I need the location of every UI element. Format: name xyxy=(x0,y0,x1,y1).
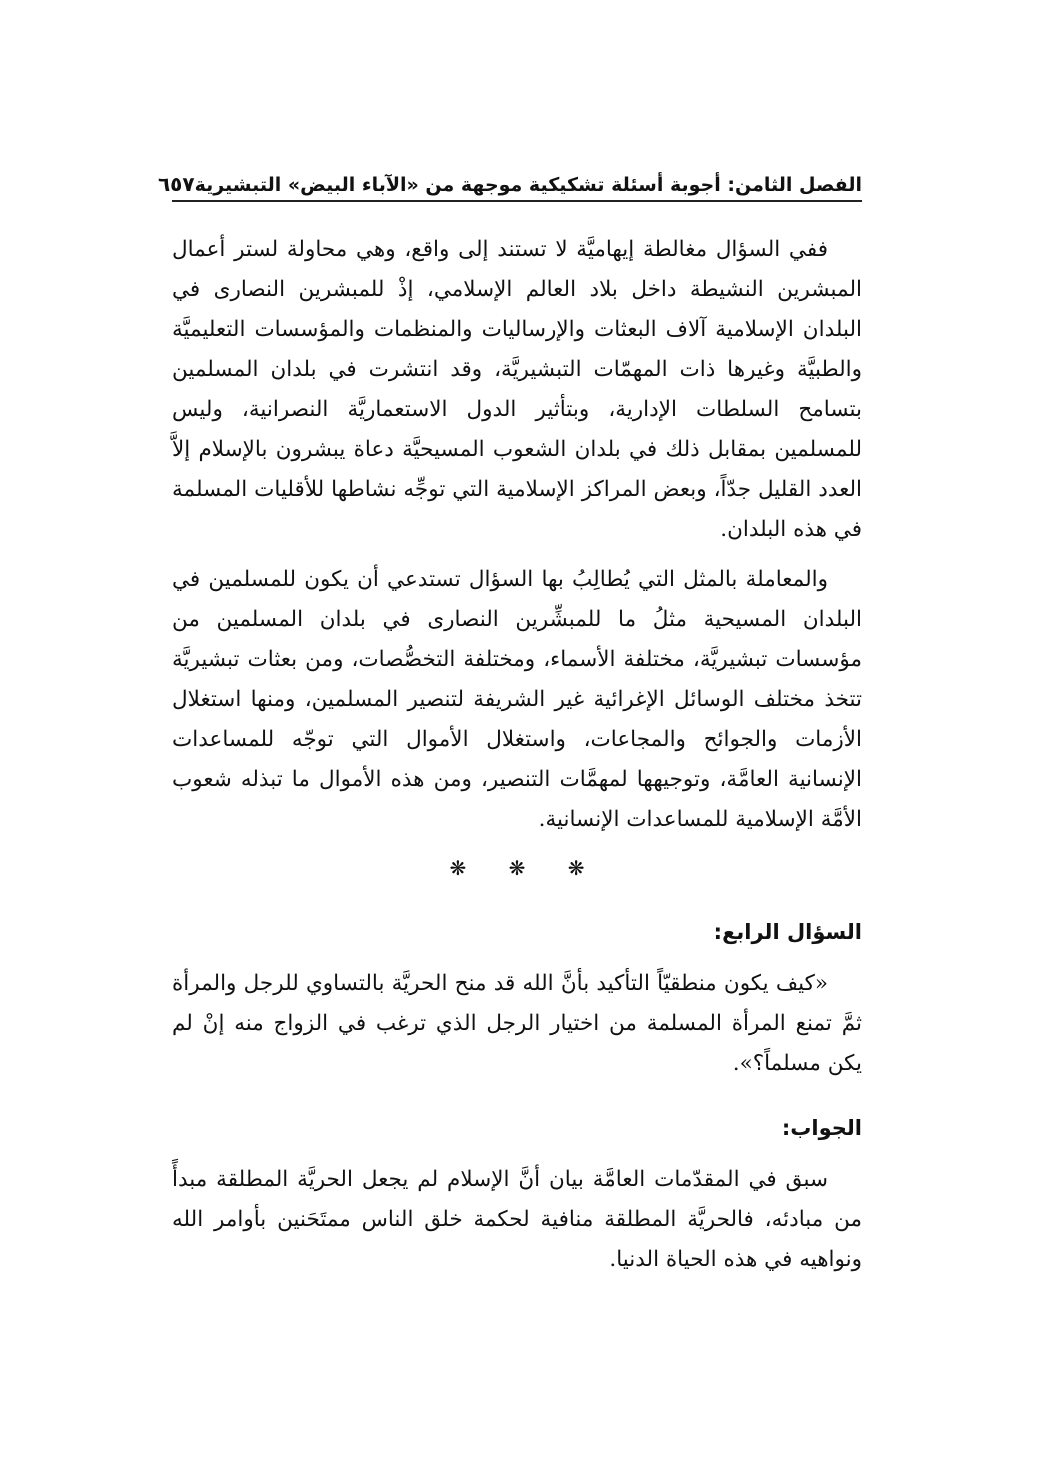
asterism-icon: ❋ xyxy=(449,856,467,880)
body-paragraph: ففي السؤال مغالطة إيهاميَّة لا تستند إلى واقع، وهي محاولة لستر أعمال المبشرين النشيطة داخل بلاد العالم الإسلامي، إذْ للمبشرين النصارى في البلدان الإسلامية آلاف البعثات والإرساليات والمنظمات والمؤسسات التعليميَّة والطبيَّة وغيرها ذات المهمّات التبشيريَّة، وقد انتشرت في بلدان المسلمين بتسامح السلطات الإدارية، وبتأثير الدول الاستعماريَّة النصرانية، وليس للمسلمين بمقابل ذلك في بلدان الشعوب المسيحيَّة دعاة يبشرون بالإسلام إلاَّ العدد القليل جدّاً، وبعض المراكز الإسلامية التي توجِّه نشاطها للأقليات المسلمة في هذه البلدان. xyxy=(172,237,862,542)
page-number: ٦٥٧ xyxy=(157,172,195,196)
section-separator xyxy=(172,848,862,888)
asterism-icon: ❋ xyxy=(508,856,526,880)
running-header xyxy=(157,156,862,202)
answer-text: سبق في المقدّمات العامَّة بيان أنَّ الإسلام لم يجعل الحريَّة المطلقة مبدأً من مبادئه، فالحريَّة المطلقة منافية لحكمة خلق الناس ممتَحَنين بأوامر الله ونواهيه في هذه الحياة الدنيا. xyxy=(172,1167,862,1272)
question-heading: السؤال الرابع: xyxy=(713,920,862,944)
page-content xyxy=(172,230,862,1280)
asterism-icon: ❋ xyxy=(567,856,585,880)
answer-heading: الجواب: xyxy=(781,1116,862,1140)
body-paragraph: والمعاملة بالمثل التي يُطالِبُ بها السؤال تستدعي أن يكون للمسلمين في البلدان المسيحية مثلُ ما للمبشِّرين النصارى في بلدان المسلمين من مؤسسات تبشيريَّة، مختلفة الأسماء، ومختلفة التخصُّصات، ومن بعثات تبشيريَّة تتخذ مختلف الوسائل الإغرائية غير الشريفة لتنصير المسلمين، ومنها استغلال الأزمات والجوائح والمجاعات، واستغلال الأموال التي توجّه للمساعدات الإنسانية العامَّة، وتوجيهها لمهمَّات التنصير، ومن هذه الأموال ما تبذله شعوب الأمَّة الإسلامية للمساعدات الإنسانية. xyxy=(172,567,862,832)
question-text: «كيف يكون منطقيّاً التأكيد بأنَّ الله قد منح الحريَّة بالتساوي للرجل والمرأة ثمَّ تمنع المرأة المسلمة من اختيار الرجل الذي ترغب في الزواج منه إنْ لم يكن مسلماً؟». xyxy=(172,971,862,1076)
chapter-title: الفصل الثامن: أجوبة أسئلة تشكيكية موجهة من «الآباء البيض» التبشيرية xyxy=(194,174,862,196)
